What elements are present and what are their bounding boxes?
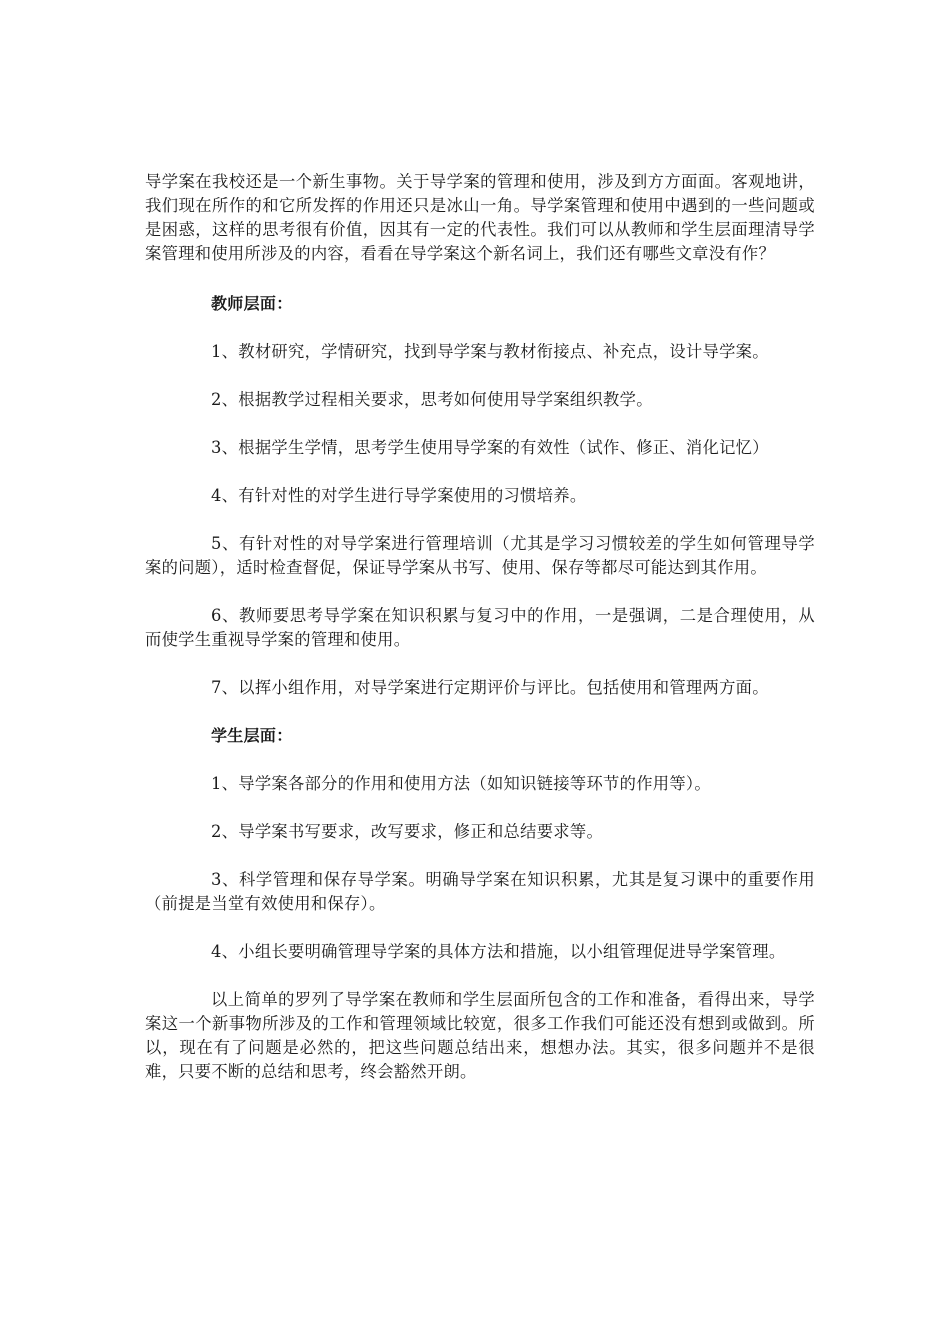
- teacher-item: 2、根据教学过程相关要求，思考如何使用导学案组织教学。: [211, 390, 653, 409]
- intro-paragraph: 导学案在我校还是一个新生事物。关于导学案的管理和使用，涉及到方方面面。客观地讲，我们现在所作的和它所发挥的作用还只是冰山一角。导学案管理和使用中遇到的一些问题或是困惑，这样的思考很有价值，因其有一定的代表性。我们可以从教师和学生层面理清导学案管理和使用所涉及的内容，看看在导学案这个新名词上，我们还有哪些文章没有作？: [145, 172, 815, 263]
- teacher-item: 6、教师要思考导学案在知识积累与复习中的作用，一是强调，二是合理使用，从而使学生重视导学案的管理和使用。: [145, 606, 815, 649]
- teacher-section-heading: 教师层面：: [211, 294, 293, 313]
- student-item: 2、导学案书写要求，改写要求，修正和总结要求等。: [211, 822, 604, 841]
- student-section-heading: 学生层面：: [211, 726, 293, 745]
- student-item: 1、导学案各部分的作用和使用方法（如知识链接等环节的作用等）。: [211, 774, 711, 793]
- summary-paragraph: 以上简单的罗列了导学案在教师和学生层面所包含的工作和准备，看得出来，导学案这一个新事物所涉及的工作和管理领域比较宽，很多工作我们可能还没有想到或做到。所以，现在有了问题是必然的，把这些问题总结出来，想想办法。其实，很多问题并不是很难，只要不断的总结和思考，终会豁然开朗。: [145, 990, 815, 1081]
- student-item: 3、科学管理和保存导学案。明确导学案在知识积累，尤其是复习课中的重要作用（前提是当堂有效使用和保存）。: [145, 870, 815, 913]
- teacher-item: 3、根据学生学情，思考学生使用导学案的有效性（试作、修正、消化记忆）: [211, 438, 769, 457]
- teacher-item: 5、有针对性的对导学案进行管理培训（尤其是学习习惯较差的学生如何管理导学案的问题），适时检查督促，保证导学案从书写、使用、保存等都尽可能达到其作用。: [145, 534, 815, 577]
- document-body: [145, 170, 815, 1084]
- teacher-item: 7、以挥小组作用，对导学案进行定期评价与评比。包括使用和管理两方面。: [211, 678, 769, 697]
- teacher-item: 4、有针对性的对学生进行导学案使用的习惯培养。: [211, 486, 587, 505]
- teacher-item: 1、教材研究，学情研究，找到导学案与教材衔接点、补充点，设计导学案。: [211, 342, 769, 361]
- student-item: 4、小组长要明确管理导学案的具体方法和措施，以小组管理促进导学案管理。: [211, 942, 786, 961]
